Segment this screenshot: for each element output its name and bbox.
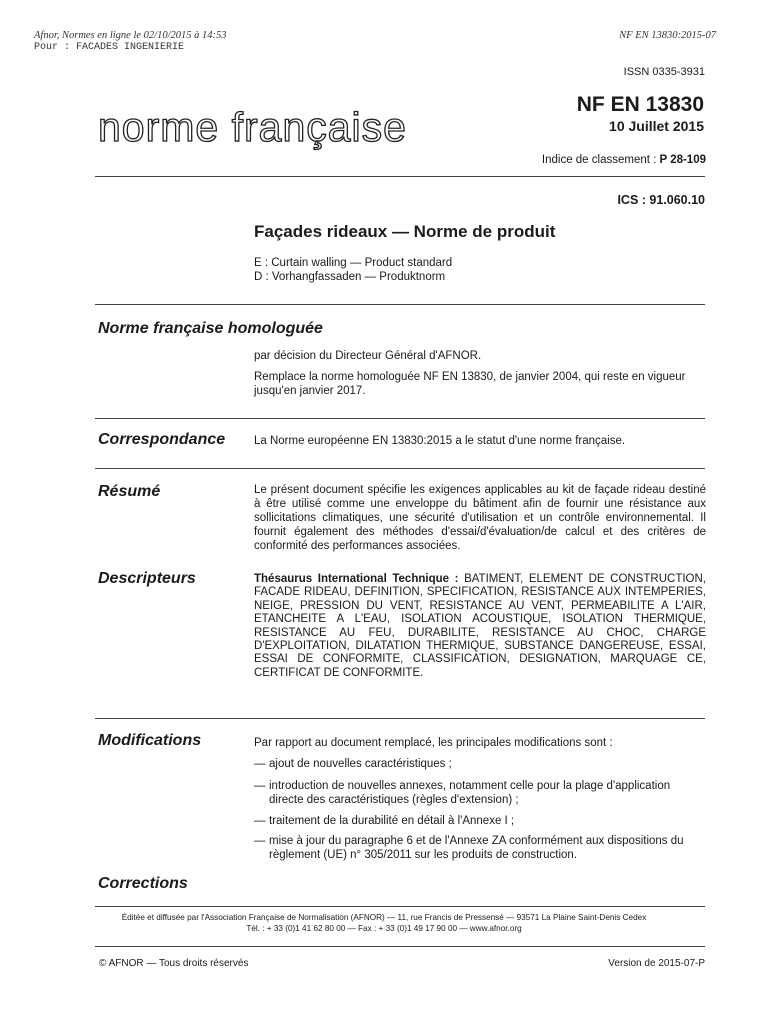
classification-index xyxy=(542,154,706,166)
list-item xyxy=(254,834,706,862)
publication-date: 10 Juillet 2015 xyxy=(609,118,704,134)
homologation-replaces: Remplace la norme homologuée NF EN 13830, de janvier 2004, qui reste en vigueur jusqu'en janvier 2017. xyxy=(254,371,686,397)
section-heading-homologation: Norme française homologuée xyxy=(98,320,323,337)
version-label: Version de 2015-07-P xyxy=(608,958,705,969)
section-heading-descripteurs: Descripteurs xyxy=(98,570,196,587)
publisher-contact: Tél. : + 33 (0)1 41 62 80 00 — Fax : + 33 (0)1 49 17 90 00 — www.afnor.org xyxy=(246,924,522,933)
licensee-line: Pour : FACADES INGENIERIE xyxy=(34,42,185,53)
section-heading-correspondance: Correspondance xyxy=(98,431,226,448)
divider xyxy=(95,468,705,469)
divider xyxy=(95,176,705,177)
copyright: © AFNOR — Tous droits réservés xyxy=(99,958,249,969)
document-title: Façades rideaux — Norme de produit xyxy=(254,222,556,241)
divider xyxy=(95,946,705,947)
ics-code: ICS : 91.060.10 xyxy=(617,193,705,207)
section-heading-corrections: Corrections xyxy=(98,875,188,892)
issn: ISSN 0335-3931 xyxy=(623,66,705,78)
thesaurus-label: Thésaurus International Technique : xyxy=(254,573,459,585)
dash: — xyxy=(254,780,266,792)
descripteurs-text xyxy=(254,573,706,680)
classification-value: P 28-109 xyxy=(659,154,706,166)
dash: — xyxy=(254,815,266,827)
section-heading-modifications: Modifications xyxy=(98,732,202,749)
dash: — xyxy=(254,758,266,770)
norme-francaise-logo: norme française xyxy=(98,104,407,150)
divider xyxy=(95,304,705,305)
descripteurs-terms: BATIMENT, ELEMENT DE CONSTRUCTION, FACADE RIDEAU, DEFINITION, SPECIFICATION, RESISTANCE AUX INTEMPERIES, NEIGE, PRESSION DU VENT, RESISTANCE AU VENT, PERMEABILITE A L'AIR, ETANCHEITE A L'EAU, ISOLATION ACOUSTIQUE, ISOLATION THERMIQUE, RESISTANCE AU FEU, DURABILITE, RESISTANCE AU CHOC, CHARGE D'EXPLOITATION, DILATATION THERMIQUE, SUBSTANCE DANGEREUSE, ESSAI, ESSAI DE CONFORMITE, CLASSIFICATION, DESIGNATION, MARQUAGE CE, CERTIFICAT DE CONFORMITE. xyxy=(254,573,706,679)
download-stamp: Afnor, Normes en ligne le 02/10/2015 à 14:53 xyxy=(34,30,227,41)
resume-text: Le présent document spécifie les exigences applicables au kit de façade rideau destiné à être utilisé comme une enveloppe du bâtiment afin de fournir une résistance aux sollicitations climatiques, une sécurité d'utilisation et un contrôle environnemental. Il fournit également des méthodes d'essai/d'évaluation/de calcul et des critères de conformité des performances associées. xyxy=(254,484,706,552)
divider xyxy=(95,718,705,719)
dash: — xyxy=(254,835,266,847)
german-title: D : Vorhangfassaden — Produktnorm xyxy=(254,271,446,283)
list-item-text: mise à jour du paragraphe 6 et de l'Annexe ZA conformément aux dispositions du règlement (UE) n° 305/2011 sur les produits de construction. xyxy=(269,835,684,861)
homologation-decision: par décision du Directeur Général d'AFNOR. xyxy=(254,350,482,362)
classification-label: Indice de classement : xyxy=(541,154,660,166)
list-item-text: introduction de nouvelles annexes, notamment celle pour la plage d'application directe des caractéristiques (règles d'extension) ; xyxy=(269,780,671,806)
list-item xyxy=(254,814,706,828)
english-title: E : Curtain walling — Product standard xyxy=(254,257,453,269)
divider xyxy=(95,906,705,907)
document-reference: NF EN 13830:2015-07 xyxy=(619,30,716,41)
modifications-intro: Par rapport au document remplacé, les principales modifications sont : xyxy=(254,737,613,749)
list-item-text: traitement de la durabilité en détail à l'Annexe I ; xyxy=(269,815,515,827)
publisher-address: Éditée et diffusée par l'Association Française de Normalisation (AFNOR) — 11, rue Francis de Pressensé — 93571 La Plaine Saint-Denis Cedex xyxy=(121,913,647,922)
list-item-text: ajout de nouvelles caractéristiques ; xyxy=(269,758,452,770)
standard-number: NF EN 13830 xyxy=(576,93,704,116)
section-heading-resume: Résumé xyxy=(98,483,161,500)
list-item xyxy=(254,757,706,771)
correspondance-text: La Norme européenne EN 13830:2015 a le statut d'une norme française. xyxy=(254,435,626,447)
divider xyxy=(95,418,705,419)
list-item xyxy=(254,779,706,807)
